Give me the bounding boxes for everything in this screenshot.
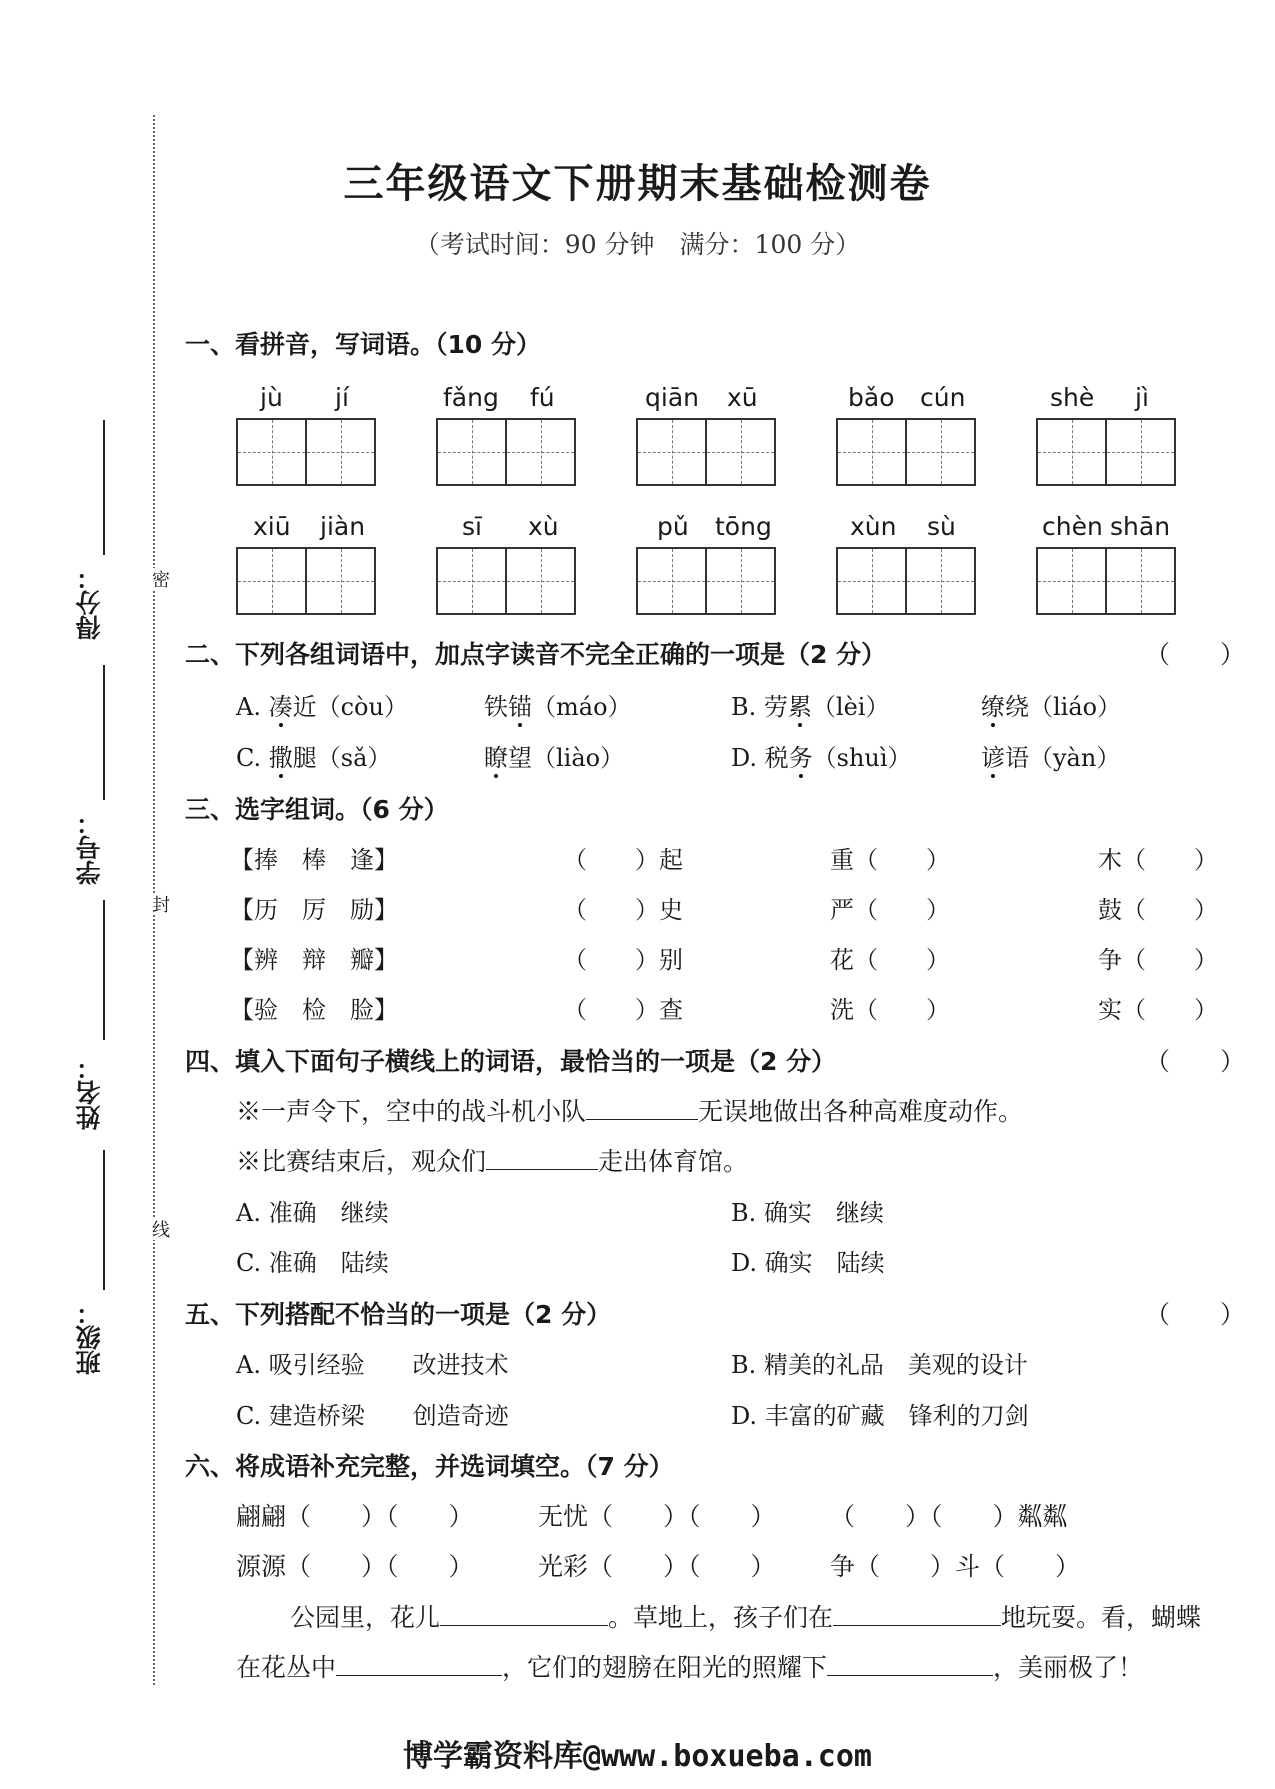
q4-option-a[interactable]: A. 准确 继续 — [236, 1199, 389, 1227]
q3-blank-word[interactable]: 重（ ） — [830, 846, 950, 874]
q2-option-d2: 谚语（yàn） — [981, 744, 1121, 772]
q2-option-c: C. 撒腿（sǎ） — [236, 744, 392, 772]
pinyin: fǎng — [443, 383, 499, 412]
q2-option-d: D. 税务（shuì） — [731, 744, 912, 772]
name-label: 姓名： — [75, 1055, 104, 1130]
pinyin: sī — [462, 512, 482, 541]
seal-char-feng: 封 — [146, 893, 172, 915]
student-id-field[interactable] — [103, 665, 105, 800]
q6-idiom[interactable]: 光彩（ ）（ ） — [538, 1552, 776, 1581]
class-field[interactable] — [103, 1150, 105, 1290]
q4-option-d[interactable]: D. 确实 陆续 — [731, 1249, 885, 1277]
pinyin: jí — [335, 383, 349, 412]
footer-watermark: 博学霸资料库@www.boxueba.com — [403, 1739, 872, 1774]
pinyin: pǔ — [657, 512, 689, 541]
q5-option-a[interactable]: A. 吸引经验 改进技术 — [236, 1351, 509, 1379]
pinyin: xū — [727, 383, 758, 412]
pinyin: chèn — [1042, 512, 1103, 541]
q3-blank-word[interactable]: 洗（ ） — [830, 996, 950, 1024]
q5-option-c[interactable]: C. 建造桥梁 创造奇迹 — [236, 1402, 509, 1430]
writing-box[interactable] — [236, 418, 376, 486]
blank-line[interactable] — [336, 1651, 502, 1676]
q3-blank-word[interactable]: 木（ ） — [1098, 846, 1218, 874]
q6-idiom[interactable]: （ ）（ ）粼粼 — [830, 1502, 1068, 1531]
pinyin: sù — [927, 512, 956, 541]
pinyin: fú — [530, 383, 555, 412]
seal-char-mi: 密 — [146, 568, 172, 590]
q6-paragraph-line-1: 公园里，花儿 。草地上，孩子们在 地玩耍。看，蝴蝶 — [290, 1603, 1202, 1632]
seal-char-xian: 线 — [146, 1218, 172, 1240]
writing-box[interactable] — [836, 547, 976, 615]
name-field[interactable] — [103, 900, 105, 1040]
blank-line[interactable] — [827, 1651, 993, 1676]
pinyin: xù — [528, 512, 559, 541]
q2-option-c2: 瞭望（liào） — [484, 744, 625, 772]
pinyin: shè — [1050, 383, 1095, 412]
writing-box[interactable] — [636, 418, 776, 486]
pinyin: jì — [1135, 383, 1149, 412]
blank-line[interactable] — [440, 1601, 608, 1626]
writing-box[interactable] — [1036, 547, 1176, 615]
q2-option-a2: 铁锚（máo） — [484, 693, 632, 721]
class-label: 班级： — [75, 1300, 104, 1375]
pinyin: bǎo — [848, 383, 895, 412]
q3-blank-word[interactable]: 花（ ） — [830, 946, 950, 974]
score-label: 得分： — [75, 565, 104, 640]
q2-option-b: B. 劳累（lèi） — [731, 693, 890, 721]
pinyin: jù — [260, 383, 283, 412]
blank-line[interactable] — [833, 1601, 1001, 1626]
score-field[interactable] — [103, 420, 105, 555]
q4-heading: 四、填入下面句子横线上的词语，最恰当的一项是（2 分） — [185, 1047, 837, 1076]
q3-blank-word[interactable]: （ ）起 — [563, 846, 683, 874]
q3-blank-word[interactable]: （ ）别 — [563, 946, 683, 974]
q3-blank-word[interactable]: 争（ ） — [1098, 946, 1218, 974]
q5-option-b[interactable]: B. 精美的礼品 美观的设计 — [731, 1351, 1028, 1379]
pinyin: cún — [920, 383, 966, 412]
exam-info: （考试时间：90 分钟 满分：100 分） — [414, 230, 861, 259]
writing-box[interactable] — [836, 418, 976, 486]
pinyin: xiū — [253, 512, 291, 541]
writing-box[interactable] — [1036, 418, 1176, 486]
pinyin: tōng — [715, 512, 772, 541]
pinyin: jiàn — [320, 512, 366, 541]
q6-idiom[interactable]: 无忧（ ）（ ） — [538, 1502, 776, 1531]
q6-idiom[interactable]: 翩翩（ ）（ ） — [236, 1502, 474, 1531]
q1-heading: 一、看拼音，写词语。（10 分） — [185, 330, 541, 359]
q6-paragraph-line-2: 在花丛中 ，它们的翅膀在阳光的照耀下 ，美丽极了！ — [236, 1653, 1144, 1682]
q6-idiom[interactable]: 争（ ）斗（ ） — [830, 1552, 1081, 1581]
q4-option-c[interactable]: C. 准确 陆续 — [236, 1249, 389, 1277]
q3-blank-word[interactable]: 严（ ） — [830, 896, 950, 924]
q5-answer-paren[interactable]: （ ） — [1145, 1300, 1246, 1329]
writing-box[interactable] — [436, 547, 576, 615]
writing-box[interactable] — [636, 547, 776, 615]
q4-option-b[interactable]: B. 确实 继续 — [731, 1199, 884, 1227]
q4-sentence-1: ※一声令下，空中的战斗机小队 无误地做出各种高难度动作。 — [236, 1097, 1024, 1126]
pinyin: shān — [1110, 512, 1171, 541]
q3-blank-word[interactable]: 实（ ） — [1098, 996, 1218, 1024]
q6-idiom[interactable]: 源源（ ）（ ） — [236, 1552, 474, 1581]
q3-blank-word[interactable]: 鼓（ ） — [1098, 896, 1218, 924]
pinyin: xùn — [850, 512, 897, 541]
q5-heading: 五、下列搭配不恰当的一项是（2 分） — [185, 1300, 612, 1329]
q3-choice-set: 【辨 辩 瓣】 — [230, 946, 398, 974]
q3-choice-set: 【历 厉 励】 — [230, 896, 398, 924]
q3-blank-word[interactable]: （ ）查 — [563, 996, 683, 1024]
q2-option-b2: 缭绕（liáo） — [981, 693, 1122, 721]
pinyin: qiān — [645, 383, 699, 412]
q3-blank-word[interactable]: （ ）史 — [563, 896, 683, 924]
q2-option-a: A. 凑近（còu） — [236, 693, 408, 721]
writing-box[interactable] — [436, 418, 576, 486]
student-id-label: 学号： — [75, 810, 104, 885]
q4-sentence-2: ※比赛结束后，观众们 走出体育馆。 — [236, 1147, 749, 1176]
blank-line[interactable] — [486, 1145, 598, 1170]
q3-heading: 三、选字组词。（6 分） — [185, 795, 449, 824]
q3-choice-set: 【捧 棒 逢】 — [230, 846, 398, 874]
q6-heading: 六、将成语补充完整，并选词填空。（7 分） — [185, 1452, 674, 1481]
writing-box[interactable] — [236, 547, 376, 615]
page-title: 三年级语文下册期末基础检测卷 — [343, 161, 932, 207]
q5-option-d[interactable]: D. 丰富的矿藏 锋利的刀剑 — [731, 1402, 1029, 1430]
q3-choice-set: 【验 检 脸】 — [230, 996, 398, 1024]
q2-answer-paren[interactable]: （ ） — [1145, 640, 1246, 669]
q2-heading: 二、下列各组词语中，加点字读音不完全正确的一项是（2 分） — [185, 640, 887, 669]
q4-answer-paren[interactable]: （ ） — [1145, 1047, 1246, 1076]
blank-line[interactable] — [586, 1095, 698, 1120]
